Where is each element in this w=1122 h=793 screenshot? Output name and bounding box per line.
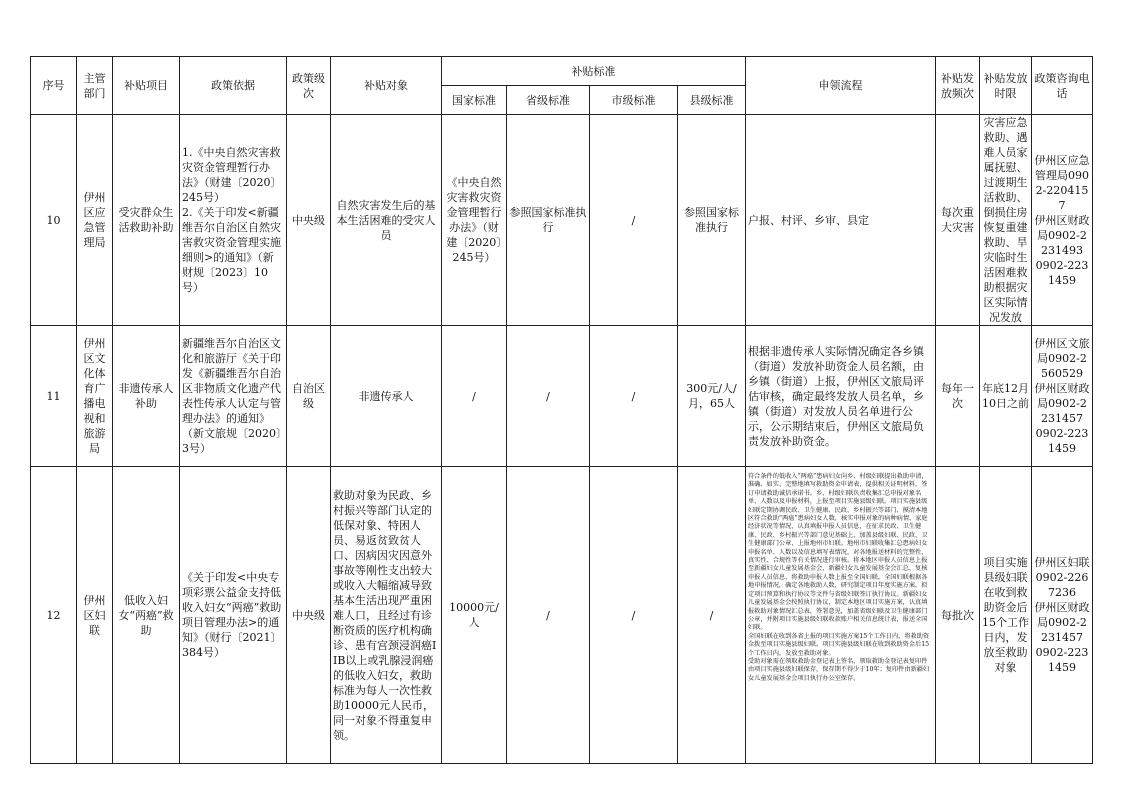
subsidy-policy-table: [30, 56, 1093, 764]
cell-period: 灾害应急救助、遇难人员家属抚慰、过渡期生活救助、倒损住房恢复重建救助、旱灾临时生活困难救助根据灾区实际情况发放: [980, 115, 1032, 326]
cell-national: /: [442, 326, 507, 467]
header-national: 国家标准: [442, 86, 507, 115]
cell-provincial: /: [507, 326, 590, 467]
cell-seq: 10: [31, 115, 77, 326]
cell-level: 中央级: [287, 467, 331, 764]
header-county: 县级标准: [678, 86, 746, 115]
header-dept: 主管部门: [77, 57, 113, 115]
cell-dept: 伊州区应急管理局: [77, 115, 113, 326]
cell-process: 符合条件的低收入“两癌”患病妇女向乡、村级妇联提出救助申请，准确、如实、完整地填写救助资金申请表，提供相关证明材料，签订申请救助诚信承诺书。乡、村级妇联负责收集汇总申报对象名单、人数以及申报材料，上报至项目实施县级妇联。项目实施县级妇联定期协调民政、卫生健康、民政、乡村振兴等部门，摸清本地区符合救助“两癌”患病妇女人数，核实申报对象的病种病情、家庭经济状况等情况，认真填报申报人员信息，在征求民政、卫生健康、民政、乡村振兴等部门意见基础上，加盖县级妇联、民政、卫生健康部门公章，上报地州市妇联。地州市妇联收集汇总患病妇女申报名单、人数以及信息填写表情况，对各地报送材料的完整性、真实性、合规性等有关情况进行审核。将本地区申报人员信息上报至新疆妇女儿童发展基金会，新疆妇女儿童发展基金会汇总、复核申报人员信息，将救助申报人数上报至全国妇联。全国妇联根据各地申报情况，确定各地救助人数，研究制定项目年度实施方案，拟定项目预算和执行协议等文件与省级妇联签订执行协议。新疆妇女儿童发展基金会按照执行协议，制定本地区项目实施方案，认真填报救助对象情况汇总表，签署意见，加盖省级妇联及卫生健康部门公章，并附项目实施县级妇联收款账户相关信息统计表，报送全国妇联。 全国妇联在收到各省上报的项目实施方案15个工作日内，将救助资金拨至项目实施县级妇联。项目实施县级妇联在收到救助资金后15个工作日内，发放至救助对象。 受助对象需在领取救助金登记表上签名，领取救助金登记表复印件由项目实施县级妇联保存，保存期不得少于10年；复印件由新疆妇女儿童发展基金会项目执行办公室保存。: [746, 467, 936, 764]
cell-target: 非遗传承人: [331, 326, 442, 467]
cell-dept: 伊州区妇联: [77, 467, 113, 764]
cell-level: 中央级: [287, 115, 331, 326]
header-target: 补贴对象: [331, 57, 442, 115]
header-level: 政策级次: [287, 57, 331, 115]
cell-basis: 新疆维吾尔自治区文化和旅游厅《关于印发《新疆维吾尔自治区非物质文化遗产代表性传承人认定与管理办法》的通知》（新文旅规〔2020〕3号）: [180, 326, 287, 467]
cell-period: 年底12月10日之前: [980, 326, 1032, 467]
cell-phone: 伊州区应急管理局0902-2204157 伊州区财政局0902-2231493 0902-2231459: [1032, 115, 1093, 326]
cell-city: /: [590, 115, 678, 326]
cell-process: 根据非遗传承人实际情况确定各乡镇（街道）发放补助资金人员名额，由乡镇（街道）上报，伊州区文旅局评估审核，确定最终发放人员名单，乡镇（街道）对发放人员名单进行公示，公示期结束后，伊州区文旅局负责发放补助资金。: [746, 326, 936, 467]
table-row: [31, 115, 1093, 326]
cell-national: 《中央自然灾害救灾资金管理暂行办法》（财建〔2020〕245号）: [442, 115, 507, 326]
cell-phone: 伊州区妇联0902-2267236 伊州区财政局0902-2231457 0902-2231459: [1032, 467, 1093, 764]
cell-item: 低收入妇女“两癌”救助: [113, 467, 180, 764]
cell-provincial: 参照国家标准执行: [507, 115, 590, 326]
cell-target: 自然灾害发生后的基本生活困难的受灾人员: [331, 115, 442, 326]
cell-seq: 11: [31, 326, 77, 467]
cell-frequency: 每次重大灾害: [936, 115, 980, 326]
header-standard: 补贴标准: [442, 57, 746, 86]
header-period: 补贴发放时限: [980, 57, 1032, 115]
cell-basis: 《关于印发<中央专项彩票公益金支持低收入妇女“两癌”救助项目管理办法>的通知》（财行〔2021〕384号）: [180, 467, 287, 764]
cell-county: 300元/人/月，65人: [678, 326, 746, 467]
cell-county: /: [678, 467, 746, 764]
cell-national: 10000元/人: [442, 467, 507, 764]
cell-phone: 伊州区文旅局0902-2560529 伊州区财政局0902-2231457 0902-2231459: [1032, 326, 1093, 467]
cell-seq: 12: [31, 467, 77, 764]
cell-target: 救助对象为民政、乡村振兴等部门认定的低保对象、特困人员、易返贫致贫人口、因病因灾因意外事故等刚性支出较大或收入大幅缩减导致基本生活出现严重困难人口，且经过有诊断资质的医疗机构确诊、患有宫颈浸润癌IIB以上或乳腺浸润癌的低收入妇女，救助标准为每人一次性救助10000元人民币，同一对象不得重复申领。: [331, 467, 442, 764]
cell-frequency: 每批次: [936, 467, 980, 764]
cell-city: /: [590, 326, 678, 467]
header-provincial: 省级标准: [507, 86, 590, 115]
cell-city: /: [590, 467, 678, 764]
cell-dept: 伊州区文化体育广播电视和旅游局: [77, 326, 113, 467]
cell-provincial: /: [507, 467, 590, 764]
header-phone: 政策咨询电话: [1032, 57, 1093, 115]
cell-frequency: 每年一次: [936, 326, 980, 467]
table-row: [31, 326, 1093, 467]
cell-period: 项目实施县级妇联在收到救助资金后15个工作日内，发放至救助对象: [980, 467, 1032, 764]
table-row: [31, 467, 1093, 764]
cell-process: 户报、村评、乡审、县定: [746, 115, 936, 326]
header-basis: 政策依据: [180, 57, 287, 115]
cell-item: 受灾群众生活救助补助: [113, 115, 180, 326]
cell-county: 参照国家标准执行: [678, 115, 746, 326]
header-seq: 序号: [31, 57, 77, 115]
header-item: 补贴项目: [113, 57, 180, 115]
header-process: 申领流程: [746, 57, 936, 115]
cell-item: 非遗传承人补助: [113, 326, 180, 467]
cell-basis: 1.《中央自然灾害救灾资金管理暂行办法》（财建〔2020〕245号） 2.《关于印发<新疆维吾尔自治区自然灾害救灾资金管理实施细则>的通知》（新财规〔2023〕10号）: [180, 115, 287, 326]
header-frequency: 补贴发放频次: [936, 57, 980, 115]
header-city: 市级标准: [590, 86, 678, 115]
cell-level: 自治区级: [287, 326, 331, 467]
